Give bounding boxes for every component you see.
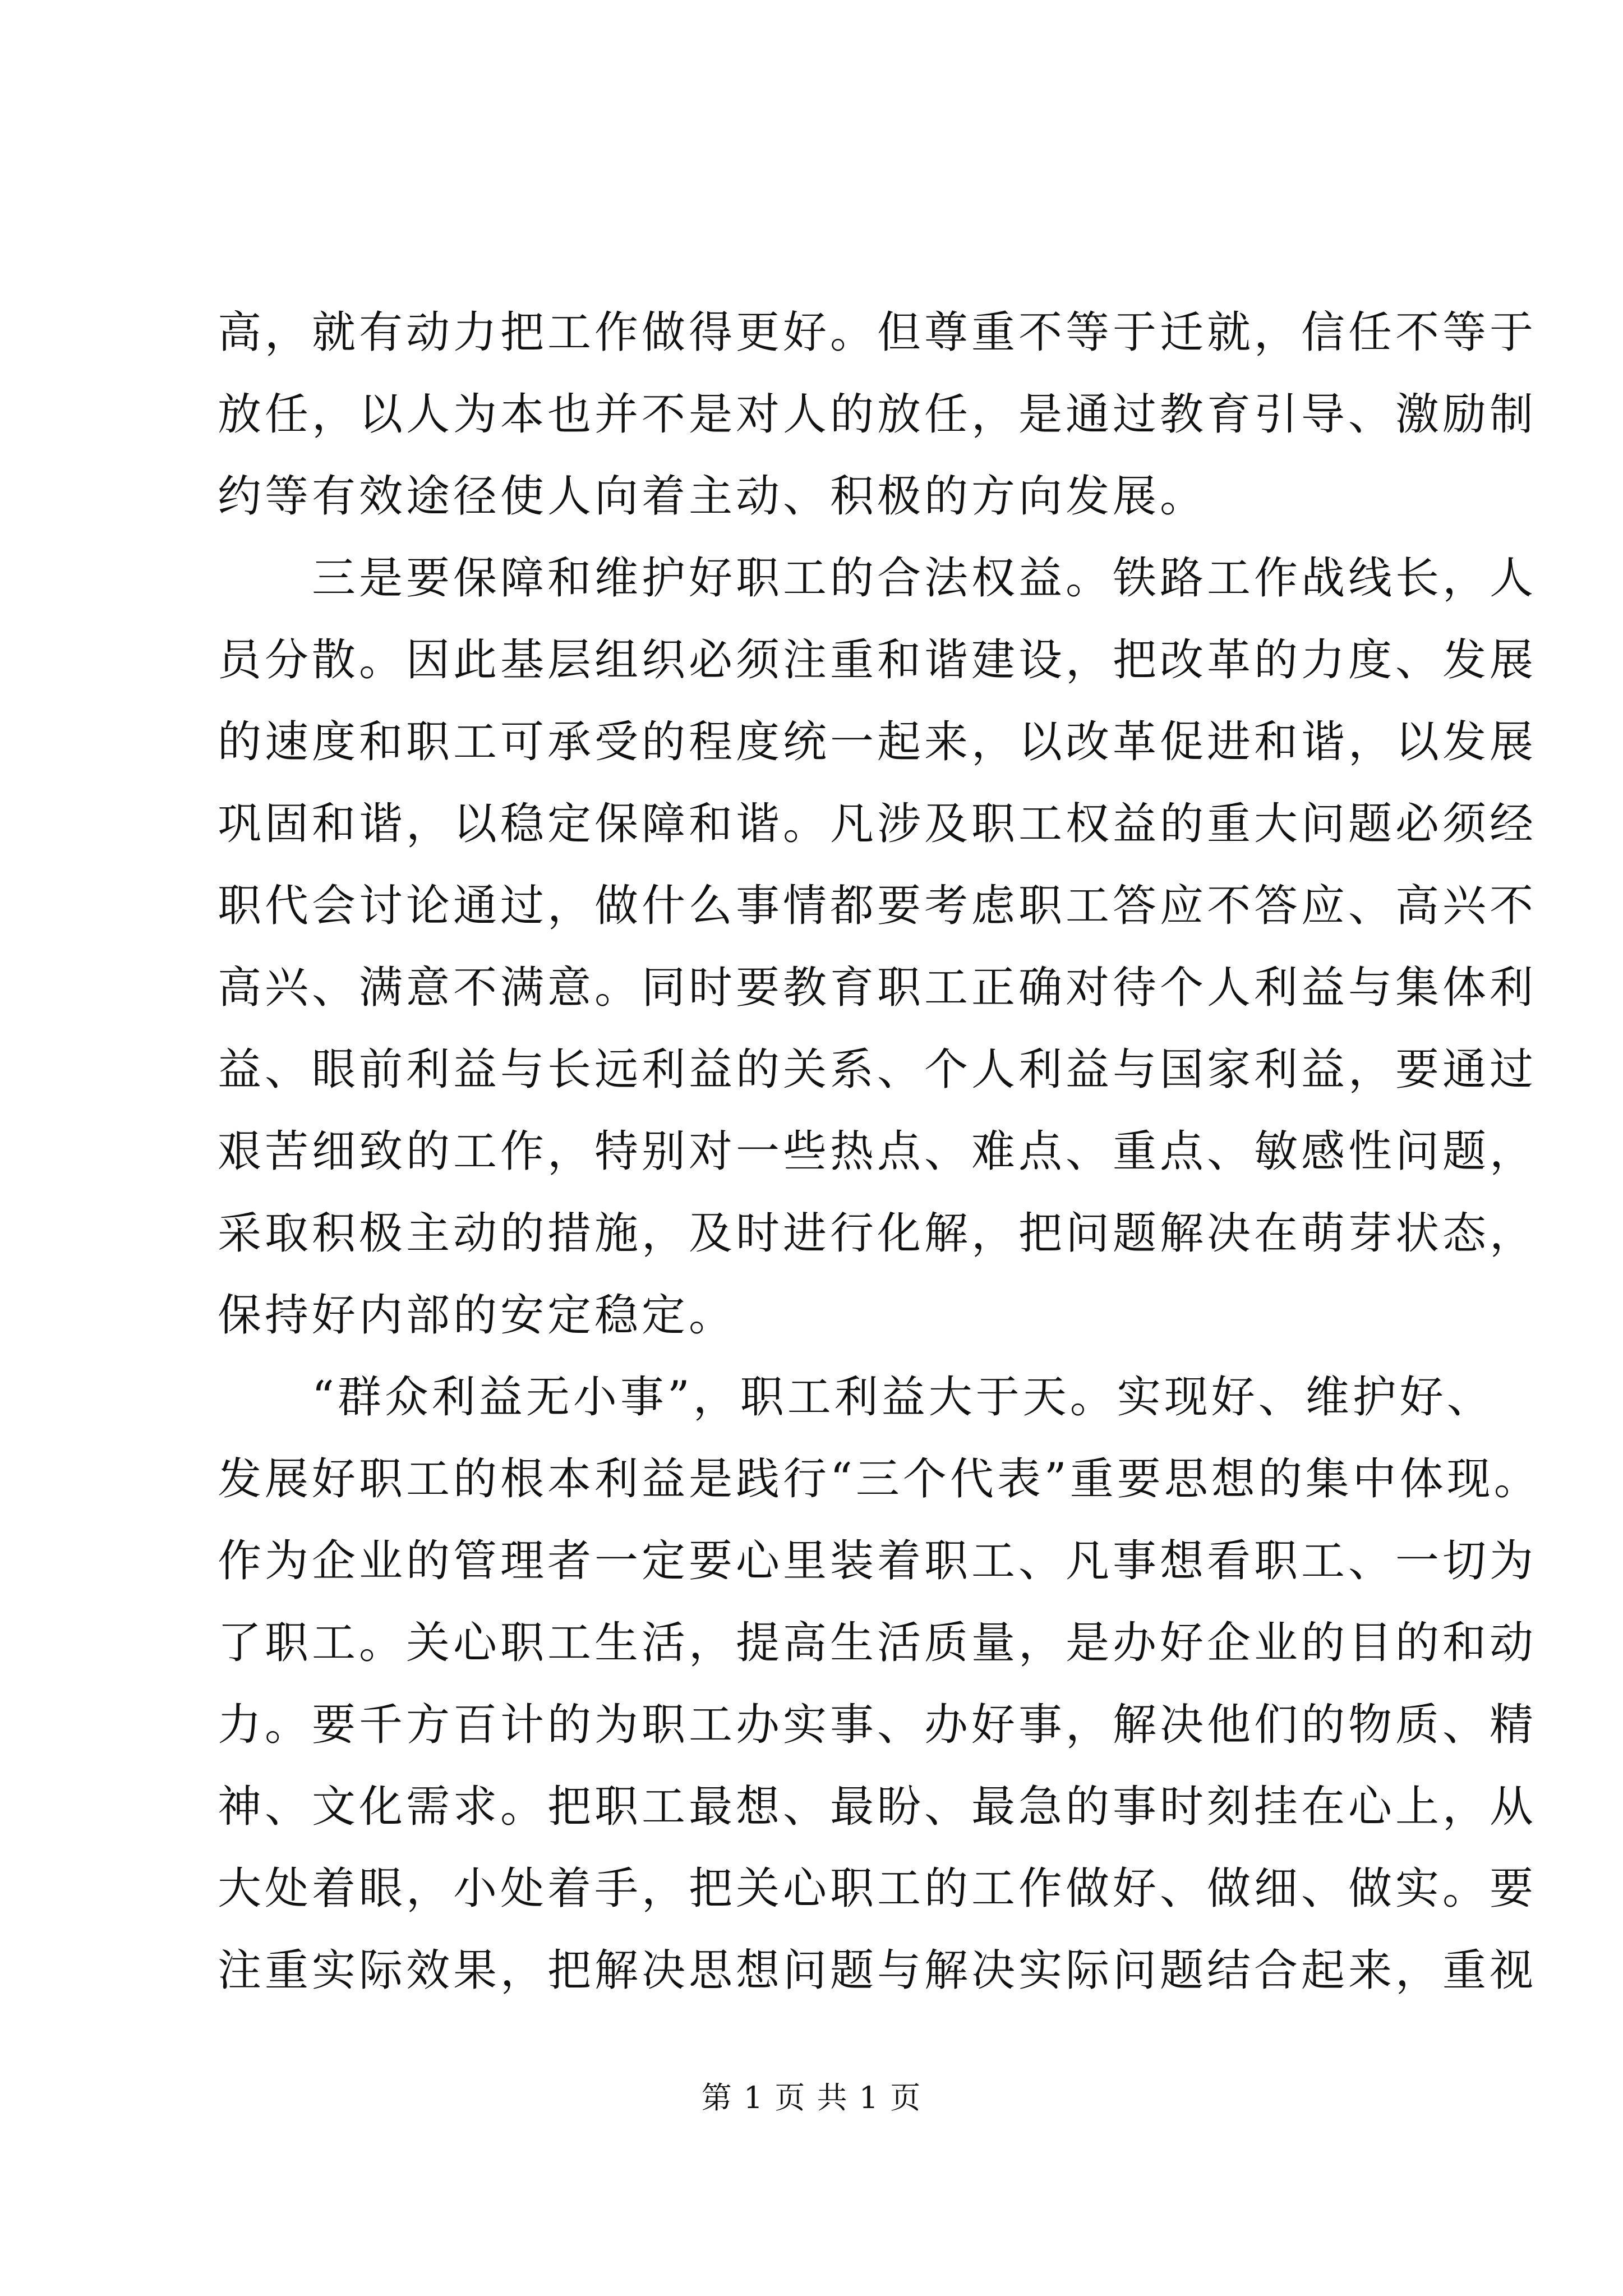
- paragraph-1: [218, 292, 1537, 537]
- text-line: 巩固和谐，以稳定保障和谐。凡涉及职工权益的重大问题必须经: [218, 799, 1537, 849]
- paragraph-3: [218, 1356, 1541, 2012]
- text-line: 大处着眼，小处着手，把关心职工的工作做好、做细、做实。要: [218, 1864, 1537, 1914]
- text-line: 力。要千方百计的为职工办实事、办好事，解决他们的物质、精: [218, 1700, 1537, 1750]
- paragraph-2: [218, 537, 1537, 1356]
- text-line: 高，就有动力把工作做得更好。但尊重不等于迁就，信任不等于: [218, 307, 1537, 358]
- text-line: 艰苦细致的工作，特别对一些热点、难点、重点、敏感性问题，: [218, 1126, 1537, 1177]
- text-line: 保持好内部的安定稳定。: [218, 1290, 736, 1341]
- text-line: 的速度和职工可承受的程度统一起来，以改革促进和谐，以发展: [218, 717, 1537, 767]
- text-line: 采取积极主动的措施，及时进行化解，把问题解决在萌芽状态，: [218, 1208, 1537, 1259]
- text-line: 放任，以人为本也并不是对人的放任，是通过教育引导、激励制: [218, 389, 1537, 440]
- text-line: 益、眼前利益与长远利益的关系、个人利益与国家利益，要通过: [218, 1045, 1537, 1095]
- text-line: “群众利益无小事”，职工利益大于天。实现好、维护好、: [218, 1372, 1494, 1423]
- text-line: 约等有效途径使人向着主动、积极的方向发展。: [218, 471, 1207, 522]
- text-line: 职代会讨论通过，做什么事情都要考虑职工答应不答应、高兴不: [218, 881, 1537, 931]
- page-number-footer: 第 1 页 共 1 页: [701, 2080, 922, 2115]
- text-line: 作为企业的管理者一定要心里装着职工、凡事想看职工、一切为: [218, 1536, 1537, 1586]
- text-line: 神、文化需求。把职工最想、最盼、最急的事时刻挂在心上，从: [218, 1782, 1537, 1832]
- body-text: [218, 292, 1541, 2012]
- text-line: 高兴、满意不满意。同时要教育职工正确对待个人利益与集体利: [218, 963, 1537, 1013]
- text-line: 注重实际效果，把解决思想问题与解决实际问题结合起来，重视: [218, 1945, 1537, 1996]
- text-line: 了职工。关心职工生活，提高生活质量，是办好企业的目的和动: [218, 1618, 1537, 1668]
- text-line: 三是要保障和维护好职工的合法权益。铁路工作战线长，人: [218, 553, 1537, 604]
- text-line: 员分散。因此基层组织必须注重和谐建设，把改革的力度、发展: [218, 635, 1537, 685]
- text-line: 发展好职工的根本利益是践行“三个代表”重要思想的集中体现。: [218, 1454, 1541, 1504]
